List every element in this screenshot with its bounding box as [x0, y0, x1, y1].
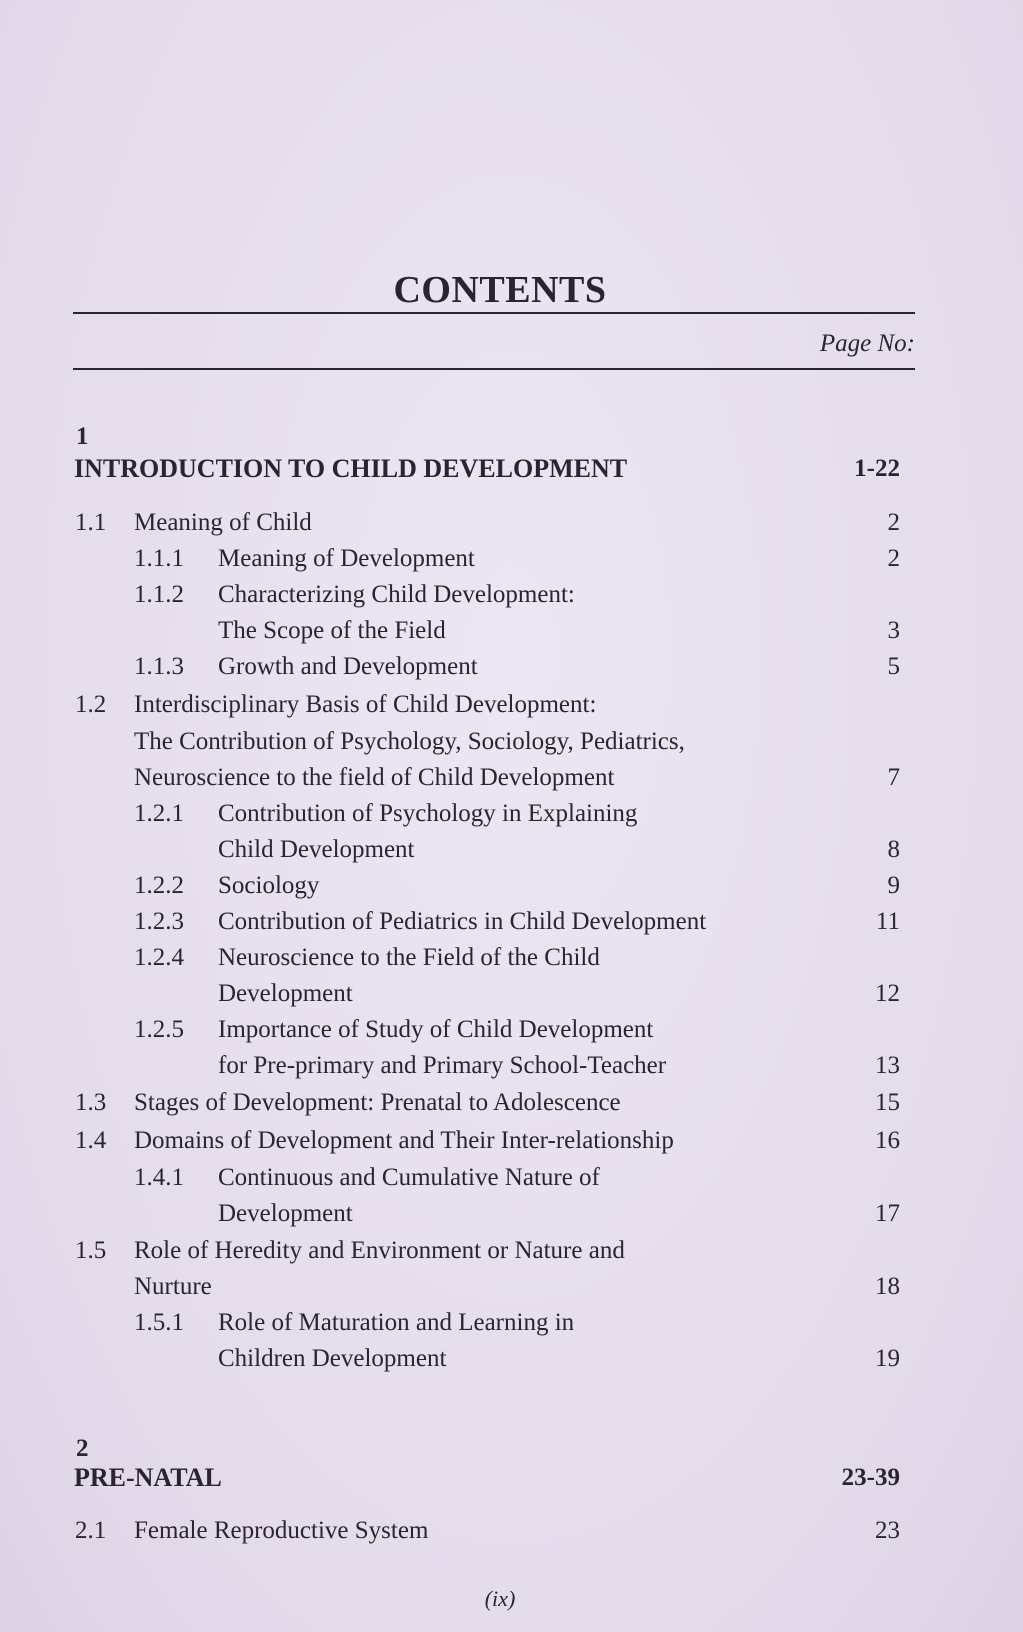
page-title: CONTENTS — [393, 269, 607, 311]
entry-text: Nurture — [134, 1273, 212, 1300]
entry-text: The Scope of the Field — [218, 617, 446, 644]
entry-number: 1.4.1 — [134, 1164, 184, 1191]
entry-text: Development — [218, 1200, 353, 1227]
entry-number: 1.4 — [75, 1127, 107, 1154]
entry-text: Sociology — [218, 872, 320, 899]
chapter-page-range: 1-22 — [854, 455, 900, 482]
entry-number: 1.2.5 — [134, 1016, 184, 1043]
toc-entry — [0, 506, 1023, 540]
toc-entry — [0, 614, 1023, 648]
entry-page: 12 — [875, 980, 900, 1007]
second-rule — [73, 368, 915, 370]
toc-entry — [0, 797, 1023, 831]
toc-entry — [0, 905, 1023, 939]
entry-number: 2.1 — [75, 1517, 107, 1544]
entry-text: Meaning of Development — [218, 545, 475, 572]
toc-entry — [0, 941, 1023, 975]
entry-text: The Contribution of Psychology, Sociology, Pediatrics, — [134, 728, 685, 755]
entry-number: 1.1 — [75, 509, 107, 536]
toc-entry — [0, 833, 1023, 867]
entry-number: 1.2.4 — [134, 944, 184, 971]
entry-page: 23 — [875, 1517, 900, 1544]
chapter-title: INTRODUCTION TO CHILD DEVELOPMENT — [74, 454, 628, 483]
entry-text: Neuroscience to the field of Child Development — [134, 764, 615, 791]
entry-number: 1.2.3 — [134, 908, 184, 935]
entry-page: 16 — [875, 1127, 900, 1154]
toc-entry — [0, 1086, 1023, 1120]
entry-number: 1.2 — [75, 691, 107, 718]
entry-text: Child Development — [218, 836, 415, 863]
entry-page: 2 — [887, 545, 900, 572]
toc-entry — [0, 1342, 1023, 1376]
toc-entry — [0, 869, 1023, 903]
entry-text: Female Reproductive System — [134, 1517, 429, 1544]
entry-number: 1.2.1 — [134, 800, 184, 827]
toc-entry — [0, 542, 1023, 576]
toc-entry — [0, 578, 1023, 612]
page-footer-number: (ix) — [484, 1586, 516, 1611]
page-no-label: Page No: — [819, 330, 915, 357]
chapter-1-number-line — [0, 420, 1023, 454]
chapter-page-range: 23-39 — [841, 1464, 900, 1491]
chapter-2-heading — [0, 1461, 1023, 1495]
toc-entry — [0, 1234, 1023, 1268]
entry-page: 2 — [887, 509, 900, 536]
entry-page: 19 — [875, 1345, 900, 1372]
entry-number: 1.1.3 — [134, 653, 184, 680]
entry-page: 15 — [875, 1089, 900, 1116]
entry-text: Growth and Development — [218, 653, 478, 680]
chapter-number: 2 — [76, 1435, 89, 1462]
toc-entry — [0, 1306, 1023, 1340]
entry-text: Children Development — [218, 1345, 447, 1372]
entry-text: Role of Heredity and Environment or Nature and — [134, 1237, 625, 1264]
entry-text: for Pre-primary and Primary School-Teacher — [218, 1052, 667, 1079]
toc-entry — [0, 761, 1023, 795]
toc-entry — [0, 688, 1023, 722]
entry-text: Domains of Development and Their Inter-relationship — [134, 1127, 674, 1154]
entry-number: 1.2.2 — [134, 872, 184, 899]
entry-page: 8 — [887, 836, 900, 863]
entry-text: Importance of Study of Child Development — [218, 1016, 654, 1043]
entry-text: Development — [218, 980, 353, 1007]
entry-text: Interdisciplinary Basis of Child Development: — [134, 691, 597, 718]
entry-text: Continuous and Cumulative Nature of — [218, 1164, 600, 1191]
entry-page: 11 — [875, 908, 900, 935]
entry-text: Contribution of Pediatrics in Child Development — [218, 908, 707, 935]
toc-entry — [0, 650, 1023, 684]
toc-entry — [0, 1013, 1023, 1047]
entry-page: 17 — [875, 1200, 900, 1227]
entry-number: 1.1.1 — [134, 545, 184, 572]
toc-entry — [0, 725, 1023, 759]
entry-number: 1.5.1 — [134, 1309, 184, 1336]
entry-text: Role of Maturation and Learning in — [218, 1309, 575, 1336]
entry-text: Meaning of Child — [134, 509, 312, 536]
entry-text: Characterizing Child Development: — [218, 581, 575, 608]
entry-page: 9 — [887, 872, 900, 899]
entry-text: Contribution of Psychology in Explaining — [218, 800, 638, 827]
toc-entry — [0, 977, 1023, 1011]
entry-page: 13 — [875, 1052, 900, 1079]
toc-entry — [0, 1270, 1023, 1304]
entry-number: 1.1.2 — [134, 581, 184, 608]
entry-page: 7 — [887, 764, 900, 791]
chapter-1-heading — [0, 452, 1023, 486]
toc-entry — [0, 1197, 1023, 1231]
entry-text: Neuroscience to the Field of the Child — [218, 944, 600, 971]
chapter-number: 1 — [76, 423, 89, 450]
entry-number: 1.5 — [75, 1237, 107, 1264]
toc-entry — [0, 1514, 1023, 1548]
toc-entry — [0, 1124, 1023, 1158]
entry-page: 18 — [875, 1273, 900, 1300]
top-rule — [73, 312, 915, 314]
entry-text: Stages of Development: Prenatal to Adolescence — [134, 1089, 621, 1116]
entry-page: 5 — [887, 653, 900, 680]
chapter-title: PRE-NATAL — [74, 1463, 222, 1492]
entry-number: 1.3 — [75, 1089, 107, 1116]
entry-page: 3 — [887, 617, 900, 644]
toc-entry — [0, 1161, 1023, 1195]
toc-entry — [0, 1049, 1023, 1083]
